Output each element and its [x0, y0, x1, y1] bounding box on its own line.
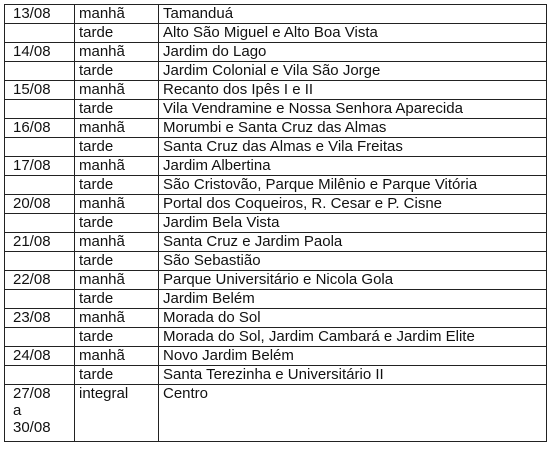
neighborhoods-cell: Novo Jardim Belém — [159, 347, 547, 366]
date-cell — [5, 62, 75, 81]
period-cell: manhã — [75, 195, 159, 214]
neighborhoods-cell: Alto São Miguel e Alto Boa Vista — [159, 24, 547, 43]
neighborhoods-cell: Recanto dos Ipês I e II — [159, 81, 547, 100]
period-cell: tarde — [75, 138, 159, 157]
date-cell: 23/08 — [5, 309, 75, 328]
neighborhoods-cell: Parque Universitário e Nicola Gola — [159, 271, 547, 290]
period-cell: manhã — [75, 271, 159, 290]
period-cell: manhã — [75, 233, 159, 252]
date-cell — [5, 214, 75, 233]
period-cell: manhã — [75, 43, 159, 62]
neighborhoods-cell: Jardim Albertina — [159, 157, 547, 176]
period-cell: tarde — [75, 290, 159, 309]
neighborhoods-cell: Jardim Bela Vista — [159, 214, 547, 233]
neighborhoods-cell: Santa Cruz das Almas e Vila Freitas — [159, 138, 547, 157]
date-range-end: 30/08 — [13, 419, 51, 436]
table-row — [5, 366, 547, 385]
schedule-table-body — [5, 5, 547, 442]
date-cell: 17/08 — [5, 157, 75, 176]
table-row — [5, 100, 547, 119]
neighborhoods-cell: Portal dos Coqueiros, R. Cesar e P. Cisne — [159, 195, 547, 214]
table-row — [5, 62, 547, 81]
date-cell — [5, 290, 75, 309]
period-cell: manhã — [75, 347, 159, 366]
date-cell: 24/08 — [5, 347, 75, 366]
period-cell: tarde — [75, 100, 159, 119]
period-cell: tarde — [75, 24, 159, 43]
date-cell — [5, 138, 75, 157]
date-cell — [5, 176, 75, 195]
neighborhoods-cell: Santa Cruz e Jardim Paola — [159, 233, 547, 252]
neighborhoods-cell: Jardim Colonial e Vila São Jorge — [159, 62, 547, 81]
table-row — [5, 309, 547, 328]
date-cell — [5, 24, 75, 43]
date-cell: 16/08 — [5, 119, 75, 138]
neighborhoods-cell: Morada do Sol, Jardim Cambará e Jardim Elite — [159, 328, 547, 347]
period-cell: tarde — [75, 366, 159, 385]
period-cell: tarde — [75, 62, 159, 81]
period-cell: manhã — [75, 81, 159, 100]
table-row-final — [5, 385, 547, 442]
table-row — [5, 271, 547, 290]
table-row — [5, 81, 547, 100]
table-row — [5, 214, 547, 233]
date-cell — [5, 100, 75, 119]
period-cell: manhã — [75, 309, 159, 328]
neighborhoods-cell: Centro — [159, 385, 547, 442]
neighborhoods-cell: Tamanduá — [159, 5, 547, 24]
table-row — [5, 233, 547, 252]
period-cell: manhã — [75, 119, 159, 138]
table-row — [5, 5, 547, 24]
period-cell: tarde — [75, 176, 159, 195]
period-cell: manhã — [75, 157, 159, 176]
neighborhoods-cell: Vila Vendramine e Nossa Senhora Aparecida — [159, 100, 547, 119]
table-row — [5, 138, 547, 157]
neighborhoods-cell: Santa Terezinha e Universitário II — [159, 366, 547, 385]
neighborhoods-cell: Jardim do Lago — [159, 43, 547, 62]
date-cell: 22/08 — [5, 271, 75, 290]
neighborhoods-cell: Morada do Sol — [159, 309, 547, 328]
date-range-connector: a — [13, 402, 22, 419]
table-row — [5, 195, 547, 214]
table-row — [5, 43, 547, 62]
table-row — [5, 24, 547, 43]
period-cell: tarde — [75, 252, 159, 271]
date-cell: 13/08 — [5, 5, 75, 24]
date-range-start: 27/08 — [13, 385, 51, 402]
date-cell: 15/08 — [5, 81, 75, 100]
period-cell: manhã — [75, 5, 159, 24]
table-row — [5, 328, 547, 347]
date-cell — [5, 385, 75, 442]
table-row — [5, 176, 547, 195]
neighborhoods-cell: São Cristovão, Parque Milênio e Parque Vitória — [159, 176, 547, 195]
table-row — [5, 252, 547, 271]
period-cell: integral — [75, 385, 159, 442]
date-cell — [5, 252, 75, 271]
schedule-table — [4, 4, 547, 442]
table-row — [5, 290, 547, 309]
period-cell: tarde — [75, 214, 159, 233]
date-cell — [5, 328, 75, 347]
table-row — [5, 157, 547, 176]
table-row — [5, 347, 547, 366]
neighborhoods-cell: Morumbi e Santa Cruz das Almas — [159, 119, 547, 138]
date-cell — [5, 366, 75, 385]
date-cell: 21/08 — [5, 233, 75, 252]
date-cell: 14/08 — [5, 43, 75, 62]
neighborhoods-cell: São Sebastião — [159, 252, 547, 271]
neighborhoods-cell: Jardim Belém — [159, 290, 547, 309]
date-cell: 20/08 — [5, 195, 75, 214]
table-row — [5, 119, 547, 138]
period-cell: tarde — [75, 328, 159, 347]
